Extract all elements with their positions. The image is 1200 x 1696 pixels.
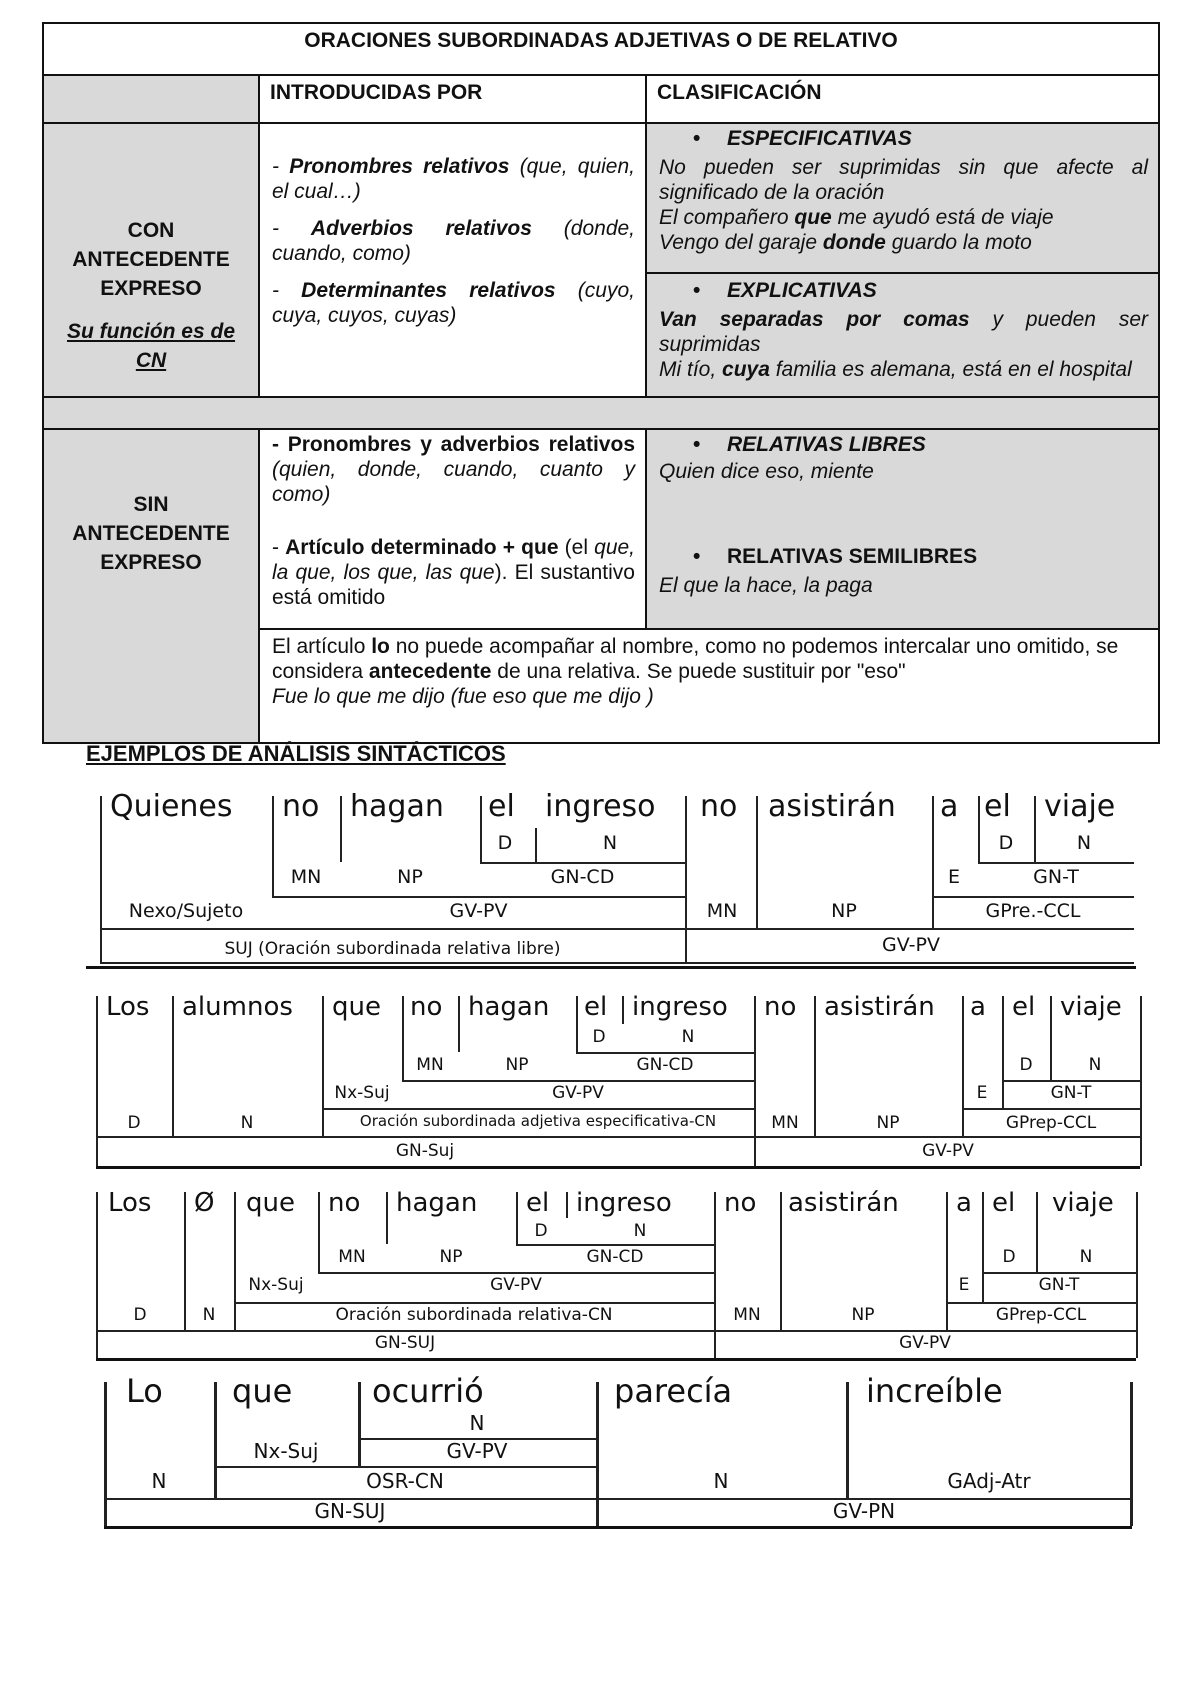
note-cell bbox=[258, 628, 1160, 744]
especificativas-example-1: El compañero que me ayudó está de viaje bbox=[659, 206, 1054, 229]
intro-determinantes: - Determinantes relativos (cuyo, cuya, cuyos, cuyas) bbox=[272, 279, 635, 327]
word: hagan bbox=[396, 1188, 478, 1218]
word: no bbox=[700, 789, 738, 824]
explicativas-example: Mi tío, cuya familia es alemana, está en el hospital bbox=[659, 358, 1132, 381]
header-empty-cell bbox=[42, 74, 260, 124]
tag: MN bbox=[290, 866, 322, 888]
word: el bbox=[584, 992, 608, 1022]
word: hagan bbox=[468, 992, 550, 1022]
word: viaje bbox=[1060, 992, 1122, 1022]
tag: E bbox=[947, 866, 960, 888]
word: no bbox=[410, 992, 443, 1022]
tag: OSR-CN bbox=[366, 1469, 444, 1493]
tag: N bbox=[469, 1411, 485, 1435]
tag: GV-PV bbox=[922, 1141, 974, 1161]
word: alumnos bbox=[182, 992, 293, 1022]
tag: Oración subordinada relativa-CN bbox=[335, 1305, 613, 1325]
tag: D bbox=[592, 1027, 606, 1047]
tag: NP bbox=[397, 866, 423, 888]
sin-clasificacion-cell bbox=[645, 428, 1160, 630]
tag: N bbox=[713, 1469, 729, 1493]
word: el bbox=[488, 789, 515, 824]
tag: Nx-Suj bbox=[248, 1275, 304, 1295]
word: no bbox=[724, 1188, 757, 1218]
word: que bbox=[246, 1188, 295, 1218]
con-introducidas-cell bbox=[258, 122, 647, 398]
especificativas-desc: No pueden ser suprimidas sin que afecte al significado de la oración bbox=[659, 156, 1148, 204]
tag: GN-T bbox=[1033, 866, 1079, 888]
tag: N bbox=[602, 832, 618, 854]
intro-pronombres: - Pronombres relativos (que, quien, el cual…) bbox=[272, 155, 635, 203]
tag: D bbox=[127, 1113, 141, 1133]
especificativas-title: • ESPECIFICATIVAS bbox=[659, 126, 1148, 151]
word: no bbox=[764, 992, 797, 1022]
word: ingreso bbox=[576, 1188, 672, 1218]
tag: GV-PV bbox=[882, 934, 940, 956]
word: que bbox=[332, 992, 381, 1022]
tag: GN-CD bbox=[586, 1247, 644, 1267]
explicativas-cell bbox=[645, 272, 1160, 398]
tag: GV-PV bbox=[490, 1275, 542, 1295]
tag: NP bbox=[851, 1305, 875, 1325]
word: hagan bbox=[350, 789, 444, 824]
table-title: ORACIONES SUBORDINADAS ADJETIVAS O DE RELATIVO bbox=[42, 22, 1160, 76]
word: asistirán bbox=[768, 789, 896, 824]
word: a bbox=[940, 789, 959, 824]
tag: GAdj-Atr bbox=[947, 1469, 1031, 1493]
tag: N bbox=[681, 1027, 695, 1047]
word: el bbox=[526, 1188, 550, 1218]
con-antecedente-label-cell bbox=[42, 122, 260, 398]
sin-intro-pronombres: - Pronombres y adverbios relativos (quien, donde, cuando, cuanto y como) bbox=[272, 433, 635, 506]
tag: NP bbox=[439, 1247, 463, 1267]
word: el bbox=[1012, 992, 1036, 1022]
tag: N bbox=[1079, 1247, 1093, 1267]
con-antecedente-label: CON ANTECEDENTE EXPRESO bbox=[72, 219, 230, 300]
tag: D bbox=[497, 832, 513, 854]
sin-introducidas-cell bbox=[258, 428, 647, 630]
word: ingreso bbox=[632, 992, 728, 1022]
explicativas-title: • EXPLICATIVAS bbox=[659, 278, 1148, 303]
relativas-libres-example: Quien dice eso, miente bbox=[659, 460, 874, 483]
tag: GN-CD bbox=[550, 866, 615, 888]
tag: MN bbox=[416, 1055, 444, 1075]
word: el bbox=[992, 1188, 1016, 1218]
tag: Nx-Suj bbox=[253, 1439, 319, 1463]
explicativas-desc: Van separadas por comas y pueden ser suprimidas bbox=[659, 308, 1148, 356]
relativas-semilibres-title: • RELATIVAS SEMILIBRES bbox=[659, 544, 1148, 569]
tag: N bbox=[1076, 832, 1092, 854]
tag: E bbox=[976, 1083, 988, 1103]
word: Ø bbox=[194, 1188, 215, 1218]
word: parecía bbox=[614, 1372, 733, 1410]
especificativas-example-2: Vengo del garaje donde guardo la moto bbox=[659, 231, 1032, 254]
tag: GV-PV bbox=[899, 1333, 951, 1353]
word: no bbox=[328, 1188, 361, 1218]
word: Los bbox=[106, 992, 150, 1022]
tag: N bbox=[633, 1221, 647, 1241]
tag: MN bbox=[706, 900, 738, 922]
word: el bbox=[984, 789, 1011, 824]
tag: GV-PV bbox=[552, 1083, 604, 1103]
word: viaje bbox=[1052, 1188, 1114, 1218]
tag: Nexo/Sujeto bbox=[128, 900, 244, 922]
word: viaje bbox=[1044, 789, 1116, 824]
sin-intro-articulo: - Artículo determinado + que (el que, la que, los que, las que). El sustantivo está omitido bbox=[272, 536, 636, 609]
tag: E bbox=[958, 1275, 970, 1295]
tag: NP bbox=[505, 1055, 529, 1075]
tag: GPrep-CCL bbox=[995, 1305, 1087, 1325]
tag: GPrep-CCL bbox=[1005, 1113, 1097, 1133]
tag: GN-T bbox=[1050, 1083, 1092, 1103]
tag: N bbox=[1088, 1055, 1102, 1075]
especificativas-cell bbox=[645, 122, 1160, 274]
tag: GN-SUJ bbox=[374, 1333, 436, 1353]
tag: GN-SUJ bbox=[314, 1499, 386, 1523]
header-clasificacion: CLASIFICACIÓN bbox=[645, 74, 1160, 124]
note-example: Fue lo que me dijo (fue eso que me dijo ) bbox=[272, 685, 654, 708]
funcion-cn-label: Su función es de CN bbox=[66, 320, 236, 372]
tag: D bbox=[1002, 1247, 1016, 1267]
tag: GV-PV bbox=[449, 900, 508, 922]
tag: NP bbox=[831, 900, 857, 922]
tag: NP bbox=[876, 1113, 900, 1133]
word: ingreso bbox=[545, 789, 656, 824]
tag: N bbox=[240, 1113, 254, 1133]
sin-antecedente-label-cell bbox=[42, 428, 260, 744]
word: a bbox=[956, 1188, 972, 1218]
tag: MN bbox=[733, 1305, 761, 1325]
tag: MN bbox=[771, 1113, 799, 1133]
word: que bbox=[232, 1372, 293, 1410]
tag: GN-T bbox=[1038, 1275, 1080, 1295]
word: increíble bbox=[866, 1372, 1003, 1410]
sin-antecedente-label: SIN ANTECEDENTE EXPRESO bbox=[72, 493, 230, 574]
word: a bbox=[970, 992, 986, 1022]
tag: D bbox=[534, 1221, 548, 1241]
separator-row bbox=[42, 396, 1160, 430]
tag: GPre.-CCL bbox=[985, 900, 1081, 922]
tag: SUJ (Oración subordinada relativa libre) bbox=[224, 939, 561, 959]
word: asistirán bbox=[788, 1188, 899, 1218]
relativas-semilibres-example: El que la hace, la paga bbox=[659, 574, 873, 597]
word: no bbox=[282, 789, 320, 824]
tag: MN bbox=[338, 1247, 366, 1267]
intro-adverbios: - Adverbios relativos (donde, cuando, como) bbox=[272, 217, 636, 265]
tag: D bbox=[1019, 1055, 1033, 1075]
note-text: El artículo lo no puede acompañar al nombre, como no podemos intercalar uno omitido, se considera antecedente de una relativa. Se puede sustituir por "eso" bbox=[272, 635, 1119, 683]
word: Quienes bbox=[110, 789, 233, 824]
tag: GV-PV bbox=[446, 1439, 508, 1463]
examples-title: EJEMPLOS DE ANÁLISIS SINTÁCTICOS bbox=[86, 741, 506, 766]
tag: D bbox=[133, 1305, 147, 1325]
tag: D bbox=[998, 832, 1014, 854]
tag: GN-CD bbox=[636, 1055, 694, 1075]
tag: Nx-Suj bbox=[334, 1083, 390, 1103]
word: Lo bbox=[126, 1372, 163, 1410]
tag: GN-Suj bbox=[395, 1141, 455, 1161]
word: Los bbox=[108, 1188, 152, 1218]
word: asistirán bbox=[824, 992, 935, 1022]
tag: GV-PN bbox=[832, 1499, 896, 1523]
relativas-libres-title: • RELATIVAS LIBRES bbox=[659, 432, 1148, 457]
header-introducidas: INTRODUCIDAS POR bbox=[258, 74, 647, 124]
tag: Oración subordinada adjetiva especificativa-CN bbox=[359, 1112, 717, 1130]
word: ocurrió bbox=[372, 1372, 484, 1410]
tag: N bbox=[151, 1469, 167, 1493]
tag: N bbox=[202, 1305, 216, 1325]
